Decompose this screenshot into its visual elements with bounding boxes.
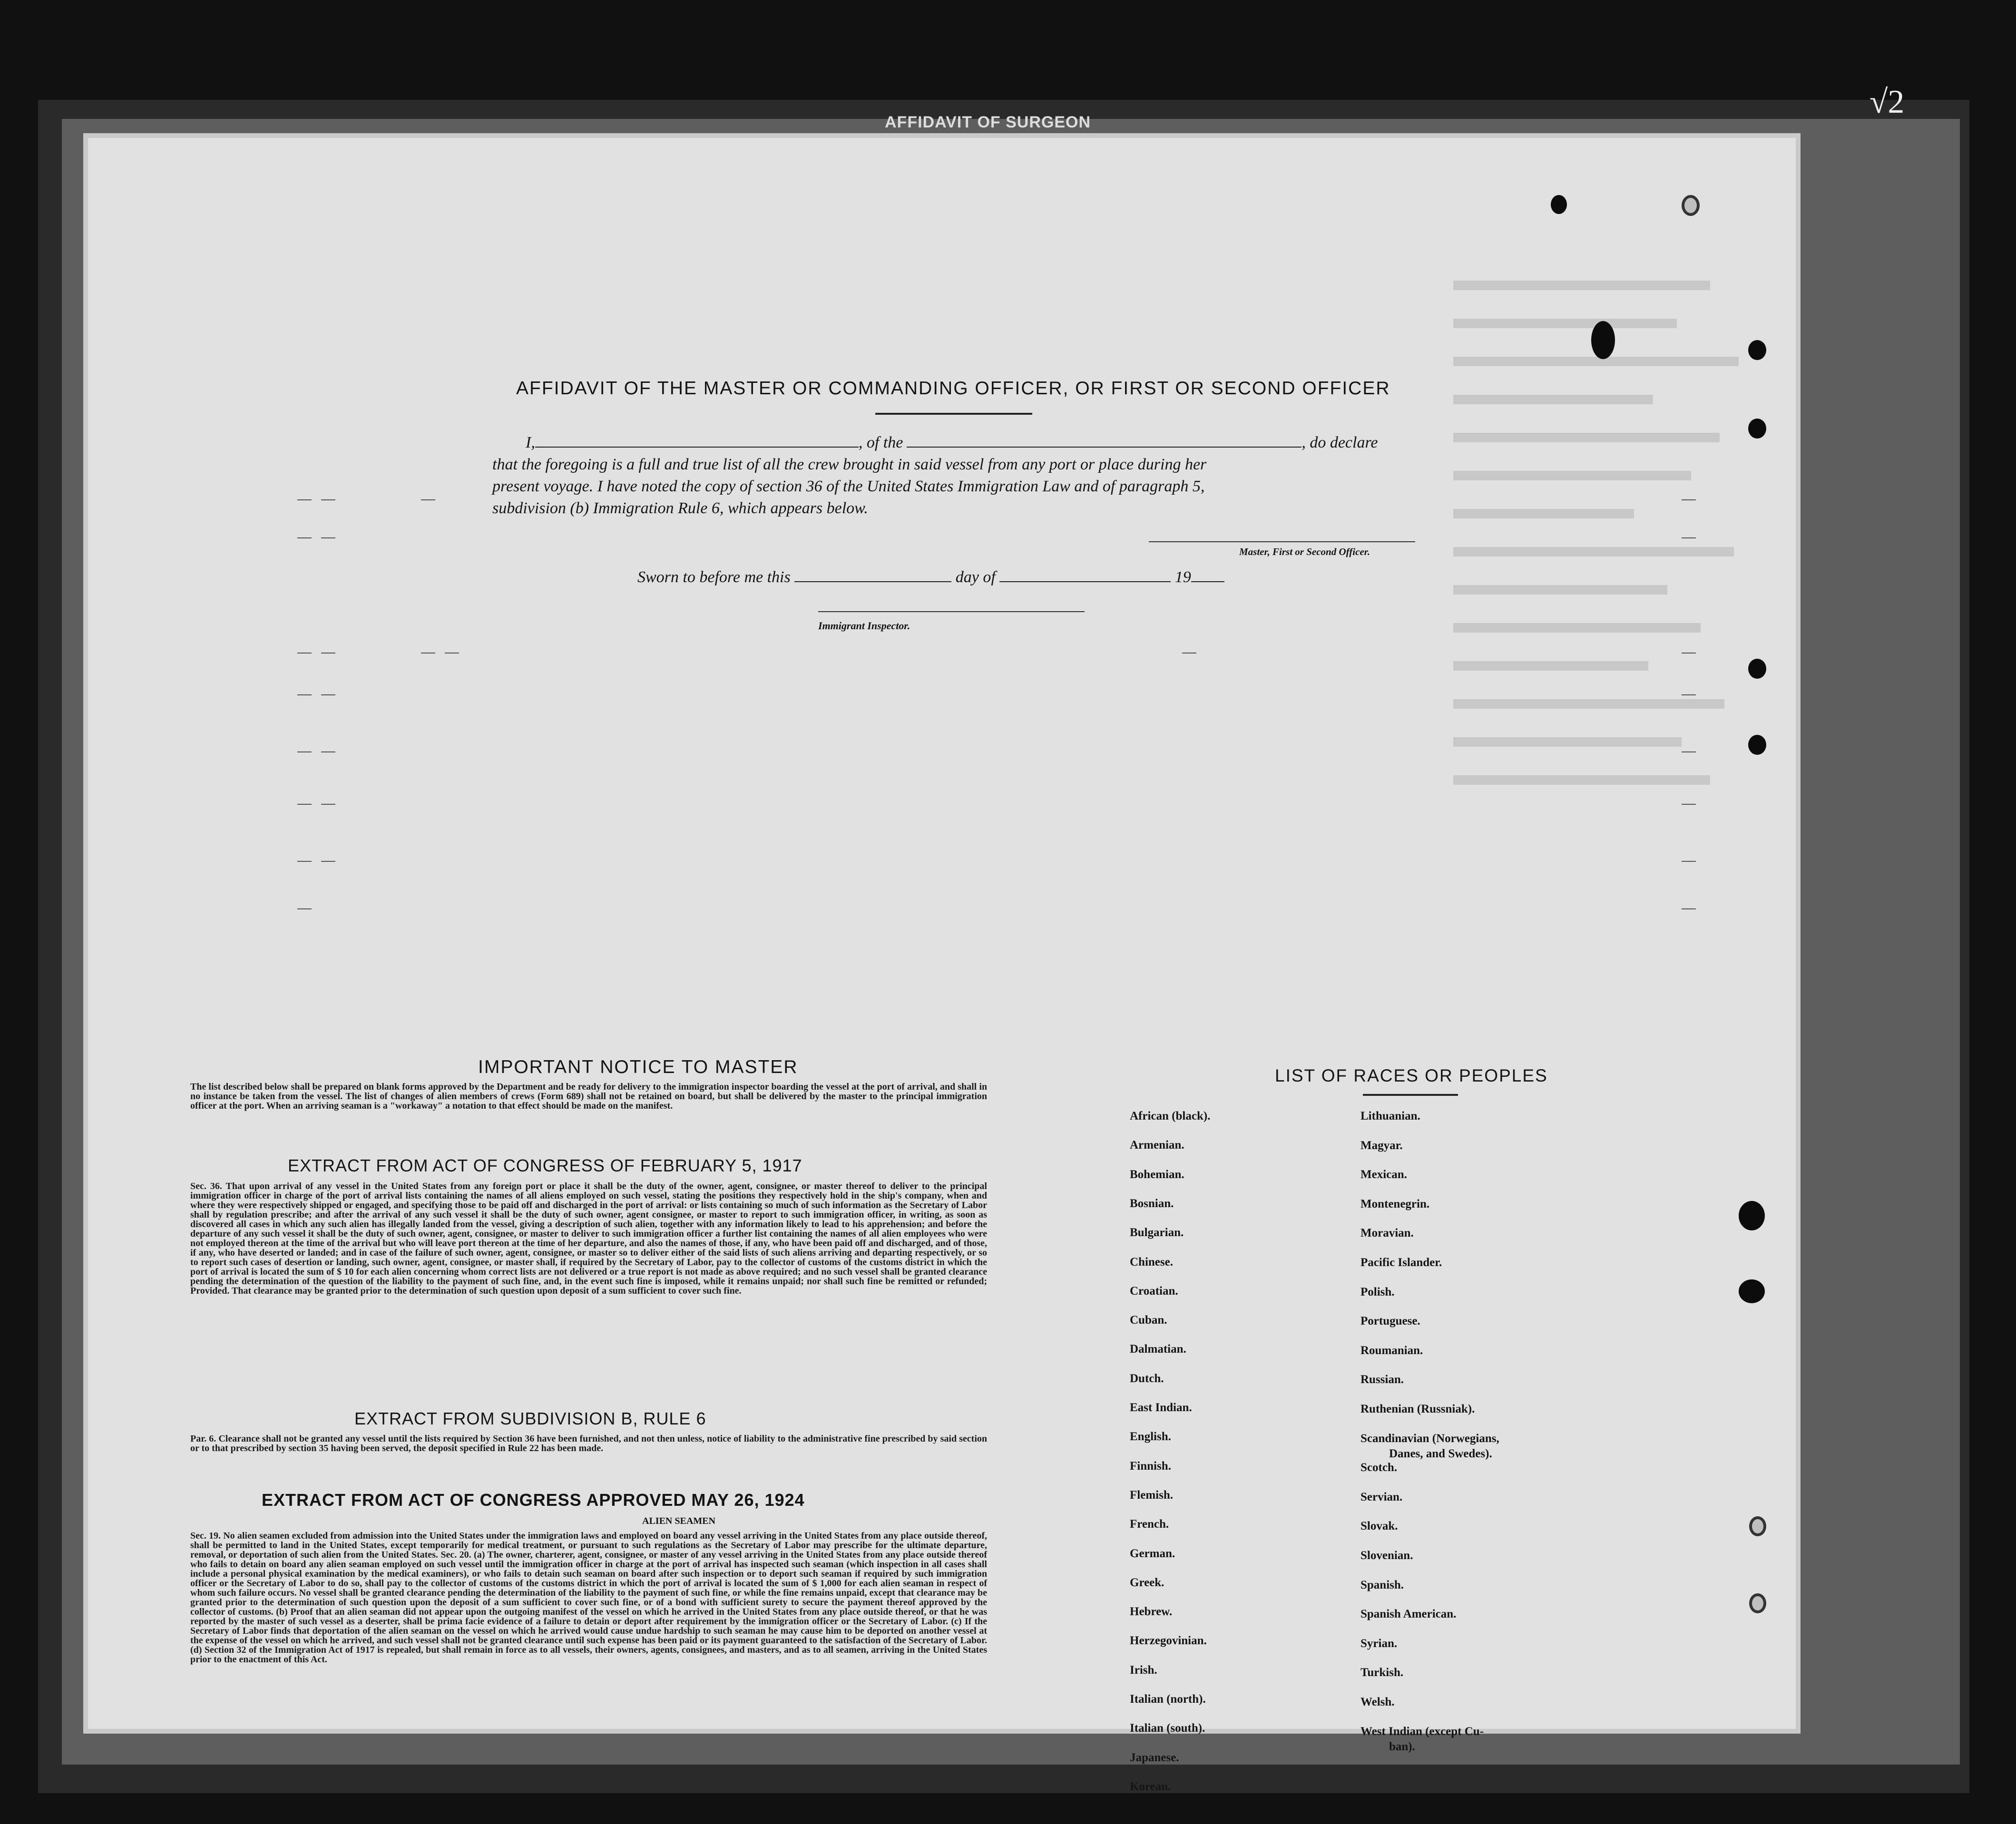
ghost-dash xyxy=(297,499,312,500)
races-rule xyxy=(1363,1094,1458,1096)
punch-hole xyxy=(1749,1516,1766,1536)
race-item: Syrian. xyxy=(1360,1637,1398,1650)
sworn-month-blank xyxy=(999,581,1171,582)
race-item: Montenegrin. xyxy=(1360,1198,1430,1210)
race-item: Irish. xyxy=(1130,1664,1157,1677)
punch-hole xyxy=(1749,1593,1766,1613)
alien-seamen-subtitle: ALIEN SEAMEN xyxy=(642,1516,715,1526)
affidavit-declaration xyxy=(492,432,1415,519)
punch-hole xyxy=(1739,1279,1765,1303)
vessel-blank xyxy=(907,447,1302,448)
ghost-dash xyxy=(421,499,435,500)
race-item: English. xyxy=(1130,1430,1171,1443)
ghost-dash xyxy=(445,653,459,654)
race-item: Dutch. xyxy=(1130,1372,1164,1385)
race-item: Mexican. xyxy=(1360,1168,1407,1181)
punch-hole xyxy=(1748,735,1766,755)
form-sheet xyxy=(88,138,1796,1793)
sworn-year-label: 19 xyxy=(1174,568,1191,586)
race-item: Chinese. xyxy=(1130,1256,1173,1268)
ghost-dash xyxy=(1682,653,1696,654)
extract-1924-title: EXTRACT FROM ACT OF CONGRESS APPROVED MAY 26, 1924 xyxy=(262,1490,805,1510)
ghost-dash xyxy=(321,751,335,752)
races-title: LIST OF RACES OR PEOPLES xyxy=(1275,1066,1548,1085)
punch-hole xyxy=(1748,659,1766,679)
inspector-label: Immigrant Inspector. xyxy=(818,620,910,632)
race-item: Bosnian. xyxy=(1130,1197,1174,1210)
signature-line xyxy=(1149,541,1415,542)
ghost-dash xyxy=(1682,861,1696,862)
race-item: Polish. xyxy=(1360,1286,1395,1298)
declaration-line-2: that the foregoing is a full and true list of all the crew brought in said vessel from any port or place during her xyxy=(492,456,1207,473)
ghost-dash xyxy=(321,653,335,654)
extract-1917-text: Sec. 36. That upon arrival of any vessel in the United States from any foreign port or place it shall be the duty of the owner, agent, consignee, or master thereof to deliver to the principal immigration officer in charge of the port of arrival lists containing the names of all aliens employed on such vessel, stating the positions they respectively hold in the ship's company, when and where they were respectively shipped or engaged, and specifying those to be paid off and discharged in the port of arrival: or lists containing so much of such information as the Secretary of Labor shall by regulation prescribe; and after the arrival of any such vessel it shall be the duty of such owner, agent consignee, or master to report to such immigration officer, in writing, as soon as discovered all cases in which any such alien has illegally landed from the vessel, giving a description of such alien, together with any information likely to lead to his apprehension; and before the departure of any such vessel it shall be the duty of such owner, agent, consignee, or master to deliver to such immigration officer a further list containing the names of all alien employees who were not employed thereon at the time of the arrival but who will leave port thereon at the time of her departure, and also the names of those, if any, who have been paid off and discharged, and of those, if any, who have deserted or landed; and in case of the failure of such owner, agent, consignee, or master so to deliver either of the said lists of such aliens arriving and departing respectively, or so to report such cases of desertion or landing, such owner, agent, consignee, or master shall, if required by the Secretary of Labor, pay to the collector of customs of the customs district in which the port of arrival is located the sum of $ 10 for each alien concerning whom correct lists are not delivered or a true report is not made as above required; and no such vessel shall be granted clearance pending the determination of the question of the liability to the payment of such fine, and, in the event such fine is imposed, while it remains unpaid; nor shall such fine be remitted or refunded; Provided. That clearance may be granted prior to the determination of such question upon deposit of a sum sufficient to cover such fine. xyxy=(190,1181,987,1296)
race-item: Bohemian. xyxy=(1130,1168,1184,1181)
ghost-dash xyxy=(321,694,335,695)
ghost-dash xyxy=(297,653,312,654)
race-item: Slovenian. xyxy=(1360,1549,1413,1562)
declaration-line-3: present voyage. I have noted the copy of section 36 of the United States Immigration Law and of paragraph 5, xyxy=(492,478,1205,495)
ghost-dash xyxy=(297,694,312,695)
ghost-dash xyxy=(297,751,312,752)
race-item: ban). xyxy=(1389,1740,1415,1753)
race-item: Finnish. xyxy=(1130,1460,1171,1473)
punch-hole xyxy=(1551,195,1567,214)
corner-mark: √2 xyxy=(1869,84,1905,120)
sworn-day-label: day of xyxy=(955,568,996,586)
race-item: Scotch. xyxy=(1360,1461,1398,1474)
bleed-through-ghost xyxy=(1453,281,1762,1113)
race-item: Cuban. xyxy=(1130,1314,1167,1327)
sworn-line xyxy=(637,568,1224,586)
race-item: Lithuanian. xyxy=(1360,1110,1420,1122)
race-item: Scandinavian (Norwegians, xyxy=(1360,1432,1499,1445)
race-item: West Indian (except Cu- xyxy=(1360,1725,1484,1738)
race-item: Russian. xyxy=(1360,1373,1404,1386)
ghost-dash xyxy=(1682,751,1696,752)
punch-hole xyxy=(1748,419,1766,439)
race-item: Italian (north). xyxy=(1130,1693,1206,1706)
race-item: Turkish. xyxy=(1360,1666,1404,1679)
ghost-dash xyxy=(321,861,335,862)
ghost-dash xyxy=(1682,537,1696,538)
race-item: Servian. xyxy=(1360,1491,1403,1503)
race-item: Danes, and Swedes). xyxy=(1389,1447,1492,1460)
race-item: Croatian. xyxy=(1130,1285,1178,1297)
race-item: Spanish American. xyxy=(1360,1608,1457,1620)
title-rule xyxy=(875,413,1032,415)
race-item: German. xyxy=(1130,1547,1175,1560)
notice-text: The list described below shall be prepared on blank forms approved by the Department and be ready for delivery to the immigration inspector boarding the vessel at the port of arrival, and shall in no instance be taken from the vessel. The list of changes of alien members of crews (Form 689) shall not be retained on board, but shall be delivered by the master to the principal immigration officer at the port. When an arriving seaman is a "workaway" a notation to that effect should be made on the manifest. xyxy=(190,1082,987,1111)
signature-label: Master, First or Second Officer. xyxy=(1239,546,1370,557)
sworn-prefix: Sworn to before me this xyxy=(637,568,791,586)
inspector-line xyxy=(818,611,1085,612)
ghost-dash xyxy=(1682,499,1696,500)
race-item: Japanese. xyxy=(1130,1751,1179,1764)
race-item: Slovak. xyxy=(1360,1520,1398,1532)
extract-1917-title: EXTRACT FROM ACT OF CONGRESS OF FEBRUARY 5, 1917 xyxy=(288,1156,802,1175)
ghost-dash xyxy=(1682,908,1696,909)
race-item: Italian (south). xyxy=(1130,1722,1205,1735)
ghost-dash xyxy=(297,537,312,538)
race-item: Ruthenian (Russniak). xyxy=(1360,1403,1475,1415)
race-item: Armenian. xyxy=(1130,1139,1184,1151)
ghost-dash xyxy=(421,653,435,654)
extract-rule6-title: EXTRACT FROM SUBDIVISION B, RULE 6 xyxy=(354,1409,706,1428)
ghost-dash xyxy=(297,861,312,862)
race-item: Korean. xyxy=(1130,1780,1171,1793)
race-item: Spanish. xyxy=(1360,1579,1404,1591)
decl-of-the: , of the xyxy=(858,434,903,451)
race-item: Dalmatian. xyxy=(1130,1343,1186,1356)
race-item: Moravian. xyxy=(1360,1227,1414,1239)
notice-title: IMPORTANT NOTICE TO MASTER xyxy=(478,1057,798,1077)
race-item: Pacific Islander. xyxy=(1360,1256,1442,1269)
race-item: Welsh. xyxy=(1360,1696,1395,1708)
race-item: Flemish. xyxy=(1130,1489,1173,1502)
extract-1924-text: Sec. 19. No alien seamen excluded from admission into the United States under the immigration laws and employed on board any vessel arriving in the United States from any place outside thereof, shall be permitted to land in the United States, except temporarily for medical treatment, or pursuant to such regulations as the Secretary of Labor may prescribe for the ultimate departure, removal, or deportation of such alien from the United States. Sec. 20. (a) The owner, charterer, agent, consignee, or master of any vessel arriving in the United States from any place outside thereof who fails to detain on board any alien seaman employed on such vessel until the immigration officer in charge at the port of arrival has inspected such seaman (which inspection in all cases shall include a personal physical examination by the medical examiners), or who fails to detain such seaman on board after such inspection or to deport such seaman if required by such immigration officer or the Secretary of Labor to do so, shall pay to the collector of customs of the customs district in which the port of arrival is located the sum of $ 1,000 for each alien seaman in respect of whom such failure occurs. No vessel shall be granted clearance pending the determination of the liability to the payment of such fine, or while the fine remains unpaid, except that clearance may be granted prior to the determination of such question upon the deposit of a sum sufficient to cover such fine, or of a bond with sufficient surety to secure the payment thereof approved by the collector of customs. (b) Proof that an alien seaman did not appear upon the outgoing manifest of the vessel on which he arrived in the United States from any place outside thereof, or that he was reported by the master of such vessel as a deserter, shall be prima facie evidence of a failure to detain or deport after requirement by the immigration officer or the Secretary of Labor. (c) If the Secretary of Labor finds that deportation of the alien seaman on the vessel on which he arrived would cause undue hardship to such seaman he may cause him to be deported on another vessel at the expense of the vessel on which he arrived, and such vessel shall not be granted clearance until such expense has been paid or its payment guaranteed to the satisfaction of the Secretary of Labor. (d) Section 32 of the Immigration Act of 1917 is repealed, but shall remain in force as to all vessels, their owners, agents, consignees, and masters, and as to all seamen, arriving in the United States prior to the enactment of this Act. xyxy=(190,1531,987,1665)
race-item: Hebrew. xyxy=(1130,1605,1173,1618)
declaration-line-4: subdivision (b) Immigration Rule 6, which appears below. xyxy=(492,499,868,517)
punch-hole xyxy=(1591,321,1615,359)
declaration-line-1 xyxy=(492,432,1415,454)
decl-do-declare: , do declare xyxy=(1302,434,1378,451)
ghost-dash xyxy=(297,804,312,805)
sworn-year-blank xyxy=(1191,581,1224,582)
sworn-date-blank xyxy=(794,581,951,582)
name-blank xyxy=(535,447,859,448)
race-item: Greek. xyxy=(1130,1576,1165,1589)
punch-hole xyxy=(1739,1201,1765,1230)
ghost-dash xyxy=(321,804,335,805)
ghost-dash xyxy=(1182,653,1196,654)
race-item: Roumanian. xyxy=(1360,1344,1423,1357)
punch-hole xyxy=(1682,195,1700,216)
race-item: French. xyxy=(1130,1518,1169,1531)
ghost-dash xyxy=(297,908,312,909)
race-item: Herzegovinian. xyxy=(1130,1634,1207,1647)
race-item: Magyar. xyxy=(1360,1139,1403,1152)
decl-i: I, xyxy=(526,434,535,451)
ghost-dash xyxy=(321,537,335,538)
race-item: Bulgarian. xyxy=(1130,1226,1184,1239)
race-item: African (black). xyxy=(1130,1110,1211,1122)
ghost-dash xyxy=(1682,804,1696,805)
affidavit-title: AFFIDAVIT OF THE MASTER OR COMMANDING OFFICER, OR FIRST OR SECOND OFFICER xyxy=(516,378,1390,399)
race-item: Portuguese. xyxy=(1360,1315,1420,1327)
top-label: AFFIDAVIT OF SURGEON xyxy=(885,113,1091,131)
extract-rule6-text: Par. 6. Clearance shall not be granted any vessel until the lists required by Section 36 have been furnished, and not then unless, notice of liability to the administrative fine prescribed by said section or to that prescribed by section 35 having been served, the deposit specified in Rule 22 has been made. xyxy=(190,1434,987,1453)
race-item: East Indian. xyxy=(1130,1401,1192,1414)
punch-hole xyxy=(1748,340,1766,360)
ghost-dash xyxy=(1682,694,1696,695)
ghost-dash xyxy=(321,499,335,500)
